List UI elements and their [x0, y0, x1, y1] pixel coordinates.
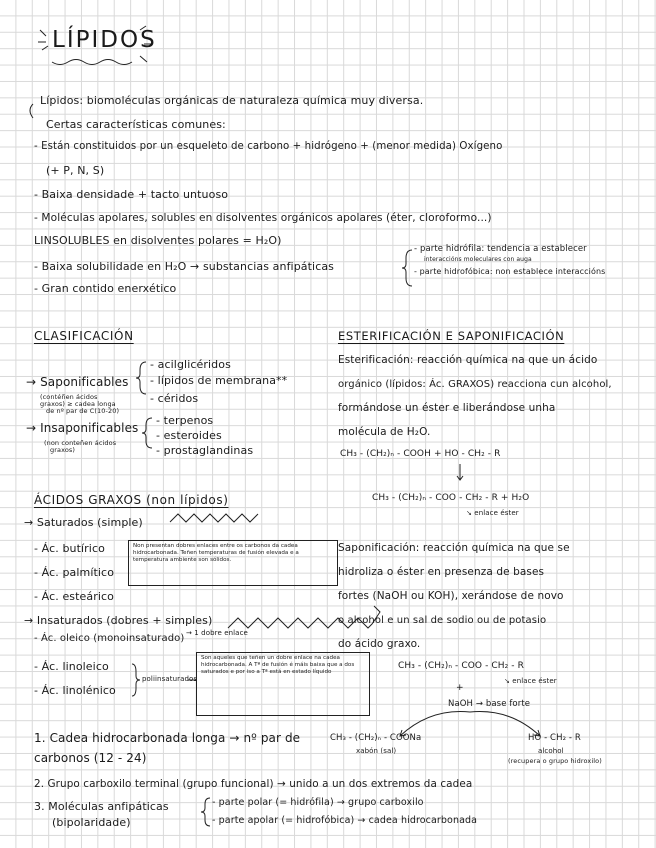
insap-item-3: - prostaglandinas	[156, 444, 254, 457]
acid-linolenico: - Ác. linolénico	[34, 684, 116, 697]
definition: Lípidos: biomoléculas orgánicas de naturaleza química muy diversa.	[40, 94, 424, 107]
intro-bracket	[30, 104, 33, 118]
hydrophilic-part: - parte hidrófila: tendencia a establecer	[414, 244, 587, 254]
common-features: Certas características comunes:	[46, 118, 226, 131]
bullet-1b: (+ P, N, S)	[46, 164, 105, 177]
sap-item-2: - lípidos de membrana**	[150, 374, 288, 387]
ester-arrow	[457, 464, 463, 480]
esterificacion-heading: ESTERIFICACIÓN E SAPONIFICACIÓN	[338, 329, 565, 343]
bullet-3b: LINSOLUBLES en disolventes polares = H₂O)	[34, 234, 282, 247]
insap-item-2: - esteroides	[156, 429, 222, 442]
property-3b: (bipolaridade)	[52, 816, 131, 829]
ester-line-3: formándose un éster e liberándose unha	[338, 402, 556, 414]
property-3: 3. Moléculas anfipáticas	[34, 800, 169, 813]
insap-note-2: graxos)	[50, 446, 76, 454]
bullet-2: - Baixa densidade + tacto untuoso	[34, 188, 229, 201]
property-1: 1. Cadea hidrocarbonada longa → nº par de	[34, 731, 301, 745]
poli-brace	[132, 664, 140, 696]
acid-estearico: - Ác. esteárico	[34, 590, 115, 603]
page-title: LÍPIDOS	[52, 27, 157, 53]
polyunsaturated-label: poliinsaturados	[142, 675, 198, 683]
insap-brace	[142, 418, 152, 448]
sap-brace	[136, 362, 146, 394]
soap-product: CH₃ - (CH₂)ₙ - COONa	[330, 733, 422, 743]
ester-bond-note: ↘ enlace éster	[466, 509, 519, 517]
insap-note-1: (non conteñen ácidos	[44, 439, 117, 447]
acidos-heading: ÁCIDOS GRAXOS (non lípidos)	[34, 493, 229, 507]
sapon-line-5: do ácido graxo.	[338, 638, 421, 650]
alcohol-product: HO - CH₂ - R	[528, 733, 581, 743]
bullet-5: - Gran contido enerxético	[34, 282, 177, 295]
sapon-line-2: hidroliza o éster en presenza de bases	[338, 566, 545, 578]
property-2: 2. Grupo carboxilo terminal (grupo funcional) → unido a un dos extremos da cadea	[34, 778, 473, 790]
insap-item-1: - terpenos	[156, 414, 214, 427]
sapon-plus: +	[456, 683, 464, 693]
ester-line-1: Esterificación: reacción química na que un ácido	[338, 354, 598, 366]
ester-equation-2: CH₃ - (CH₂)ₙ - COO - CH₂ - R + H₂O	[372, 493, 530, 503]
unsaturated-note-box: Son aqueles que teñen un dobre enlace na cadea hidrocarbonada. A Tª de fusión é máis baixa que a dos saturados e por iso a Tª está en estado líquido	[196, 652, 370, 716]
insaturados: → Insaturados (dobres + simples)	[24, 614, 213, 627]
alcohol-note-2: (recupera o grupo hidroxilo)	[508, 757, 602, 765]
saturados: → Saturados (simple)	[24, 516, 143, 529]
title-squiggle	[52, 60, 132, 65]
acid-oleico: - Ác. oleico (monoinsaturado)	[34, 633, 185, 644]
saturated-note-box: Non presentan dobres enlaces entre os carbonos da cadea hidrocarbonada. Teñen temperaturas de fusión elevada e a temperatura ambiente son sólidos.	[128, 540, 338, 586]
sapon-line-4: o alcohol e un sal de sodio ou de potasio	[338, 615, 547, 626]
ester-equation-1: CH₃ - (CH₂)ₙ - COOH + HO - CH₂ - R	[340, 449, 501, 459]
sap-item-3: - céridos	[150, 392, 199, 405]
alcohol-note: alcohol	[538, 747, 564, 755]
sap-note-1: (contéñen ácidos	[40, 393, 98, 401]
bullet-4: - Baixa solubilidade en H₂O → substancias anfipáticas	[34, 260, 335, 273]
bullet-3: - Moléculas apolares, solubles en disolventes orgánicos apolares (éter, cloroformo...)	[34, 212, 492, 224]
hydrophilic-note: interaccións moleculares con auga	[424, 256, 532, 263]
insaponificables: → Insaponificables	[26, 421, 139, 435]
acid-palmitico: - Ác. palmítico	[34, 566, 115, 579]
ester-line-2: orgánico (lípidos: Ác. GRAXOS) reacciona cun alcohol,	[338, 379, 612, 390]
bullet-1: - Están constituidos por un esqueleto de carbono + hidrógeno + (menor medida) Oxígeno	[34, 141, 503, 152]
sap-note-3: de nº par de C(10-20)	[46, 407, 120, 415]
property-1b: carbonos (12 - 24)	[34, 751, 147, 765]
hydrophobic-part: - parte hidrofóbica: non establece interaccións	[414, 267, 606, 276]
bottom-brace	[201, 798, 210, 826]
sapon-line-3: fortes (NaOH ou KOH), xerándose de novo	[338, 590, 564, 602]
title-sparkle-left	[38, 30, 48, 50]
soap-note: xabón (sal)	[356, 747, 397, 755]
saturated-zigzag	[170, 514, 258, 522]
ester-line-4: molécula de H₂O.	[338, 426, 431, 438]
double-bond-note: → 1 dobre enlace	[186, 629, 248, 637]
sapon-bond-note: ↘ enlace éster	[504, 677, 557, 685]
amphipathic-brace	[402, 250, 412, 286]
sapon-equation: CH₃ - (CH₂)ₙ - COO - CH₂ - R	[398, 661, 524, 671]
apolar-part: - parte apolar (= hidrofóbica) → cadea hidrocarbonada	[212, 815, 478, 826]
polar-part: - parte polar (= hidrófila) → grupo carboxilo	[212, 797, 424, 808]
sap-note-2: graxos) ≥ cadea longa	[40, 400, 116, 408]
clasificacion-heading: CLASIFICACIÓN	[34, 329, 134, 343]
saponificables: → Saponificables	[26, 375, 129, 389]
acid-butirico: - Ác. butírico	[34, 542, 105, 555]
acid-linoleico: - Ác. linoleico	[34, 660, 109, 673]
sapon-base: NaOH → base forte	[448, 699, 531, 709]
sapon-line-1: Saponificación: reacción química na que se	[338, 542, 570, 554]
sap-item-1: - acilglicéridos	[150, 358, 231, 371]
